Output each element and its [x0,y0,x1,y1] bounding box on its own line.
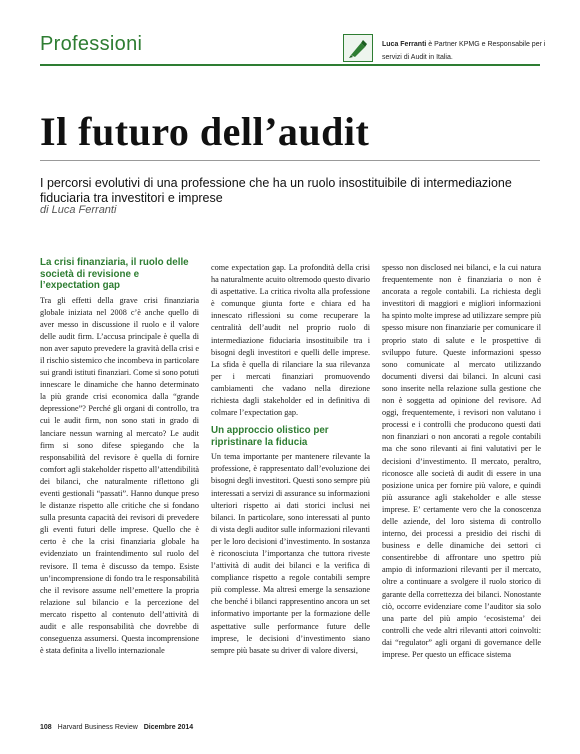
column-2-text-a: come expectation gap. La profondità della crisi ha naturalmente acuito oltremodo questo divario di aspettative. La critica rivolta alla professione è comunque giunta forte e chiara ed ha innescato riflessioni su come recuperare la centralità dell’audit nel proprio ruolo di intermediazione fiduciaria insostituibile tra i bisogni degli investitori e quelli delle imprese. La sfida è quella di rilanciare la sua rilevanza per i mercati finanziari promuovendo cambiamenti che vadano nella direzione richiesta dagli stakeholder ed in definitiva di colmare l’expectation gap. [211,263,370,418]
column-2-heading: Un approccio olistico per ripristinare la fiducia [211,425,329,448]
publication-name: Harvard Business Review [57,724,138,731]
column-1-heading: La crisi finanziaria, il ruolo delle società di revisione e l’expectation gap [40,257,189,291]
column-1-text: Tra gli effetti della grave crisi finanziaria globale iniziata nel 2008 c’è anche quello di aver messo in discussione il ruolo e il valore delle audit firm. L’accusa principale è quella di non aver saputo prevedere la gravità della crisi e il rischio sistemico che incombeva in particolare sui grandi istituti finanziari. Come si sono potuti innescare le dinamiche che hanno determinato la più grande crisi economica dalla “grande depressione”? Perché gli organi di controllo, tra cui le audit firm, non sono stati in grado di lanciare nessun warning al mercato? Le audit firm si sono difese spiegando che la responsabilità del revisore è quella di fornire comfort agli stakeholder rispetto all’attendibilità dei bilanci, che naturalmente riflettono gli eventi gestionali “passati”. Hanno dunque preso le distanze rispetto alle critiche che si fondano sulla presunta capacità dei revisori di prevedere gli eventi futuri delle imprese. Quello che è certo è che la crisi finanziaria globale ha evidenziato un fraintendimento sul ruolo del revisore. Il tema è discusso da tempo. Esiste un’incomprensione di fondo tra le responsabilità che il revisore assume nell’emettere la propria relazione sul bilancio e la percezione del mercato rispetto al contenuto dell’attività di audit e alle responsabilità che dovrebbe di conseguenza assumersi. Questa incomprensione è stata definita a livello internazionale [40,295,199,656]
issue-date: Dicembre 2014 [143,724,194,731]
title-rule [40,160,540,161]
column-2-text-b: Un tema importante per mantenere rilevante la professione, è rappresentato dall’evoluzione dei bisogni degli investitori. Questi sono sempre più interessati a servizi di assurance su informazioni ulteriori rispetto ai dati storici inclusi nei bilanci. In particolare, sono interessati al punto di vista degli auditor sulle informazioni rilevanti per le loro decisioni d’investimento. In sostanza è riconosciuta l’importanza che tuttora riveste l’attività di audit dei bilanci e la verifica di compliance rispetto a regole contabili sempre più complesse. Ma altresì emerge la sensazione che benché i bilanci rappresentino ancora un set informativo importante per la formazione delle aspettative sulle performance future delle imprese, le decisioni d’investimento siano sempre più basate su driver di valore diversi, [211,452,370,655]
pen-icon [343,34,373,62]
byline: di Luca Ferranti [40,204,117,216]
article-title: Il futuro dell’audit [40,109,370,154]
section-label: Professioni [40,33,143,55]
column-1 [40,257,199,657]
header-rule [40,64,540,66]
page-footer [40,724,197,731]
column-3-text: spesso non disclosed nei bilanci, e la cui natura frequentemente non è finanziaria o non è ancorata a regole contabili. La richiesta degli investitori di maggiori e migliori informazioni ha spinto molte imprese ad utilizzare sempre più spesso misure non finanziarie per comunicare il proprio stato di salute e le prospettive di sviluppo future. Queste informazioni spesso sono comunicate al mercato utilizzando documenti diversi dai bilanci. In alcuni casi sono inserite nella relazione sulla gestione che non è soggetta ad opinione del revisore. Ad oggi, frequentemente, i revisori non valutano i processi e i controlli che producono questi dati non finanziari o non ancorati a regole contabili ma che sono rilevanti ai fini valutativi per le decisioni d’investimento. Il mercato, peraltro, riconosce alle società di audit di essere in una posizione unica per fornire più valore, e quindi più assurance agli stakeholder e alle stesse imprese. E’ certamente vero che la conoscenza delle aziende, del loro sistema di controllo interno, dei processi a presidio dei rischi di business e delle dinamiche dei settori ci consentirebbe di affrontare uno spettro più ampio di informazioni rilevanti per il mercato, oltre a continuare a svolgere il ruolo storico di garante della correttezza dei bilanci. Nonostante ciò, occorre evidenziare come l’auditor sia solo una parte del più ampio ‘ecosistema’ dei controlli che vede altri rilevanti attori coinvolti: dai “regulator” agli organi di governance delle imprese. Per questo un efficace sistema [382,263,541,659]
author-note-text: è Partner KPMG e Responsabile per i servizi di Audit in Italia. [382,41,546,61]
author-note-name: Luca Ferranti [382,41,427,48]
page-number: 108 [40,724,52,731]
author-note [382,38,547,64]
column-2 [211,262,370,657]
column-3 [382,262,541,661]
article-subtitle: I percorsi evolutivi di una professione che ha un ruolo insostituibile di intermediazione fiduciaria tra investitori e imprese [40,176,512,205]
